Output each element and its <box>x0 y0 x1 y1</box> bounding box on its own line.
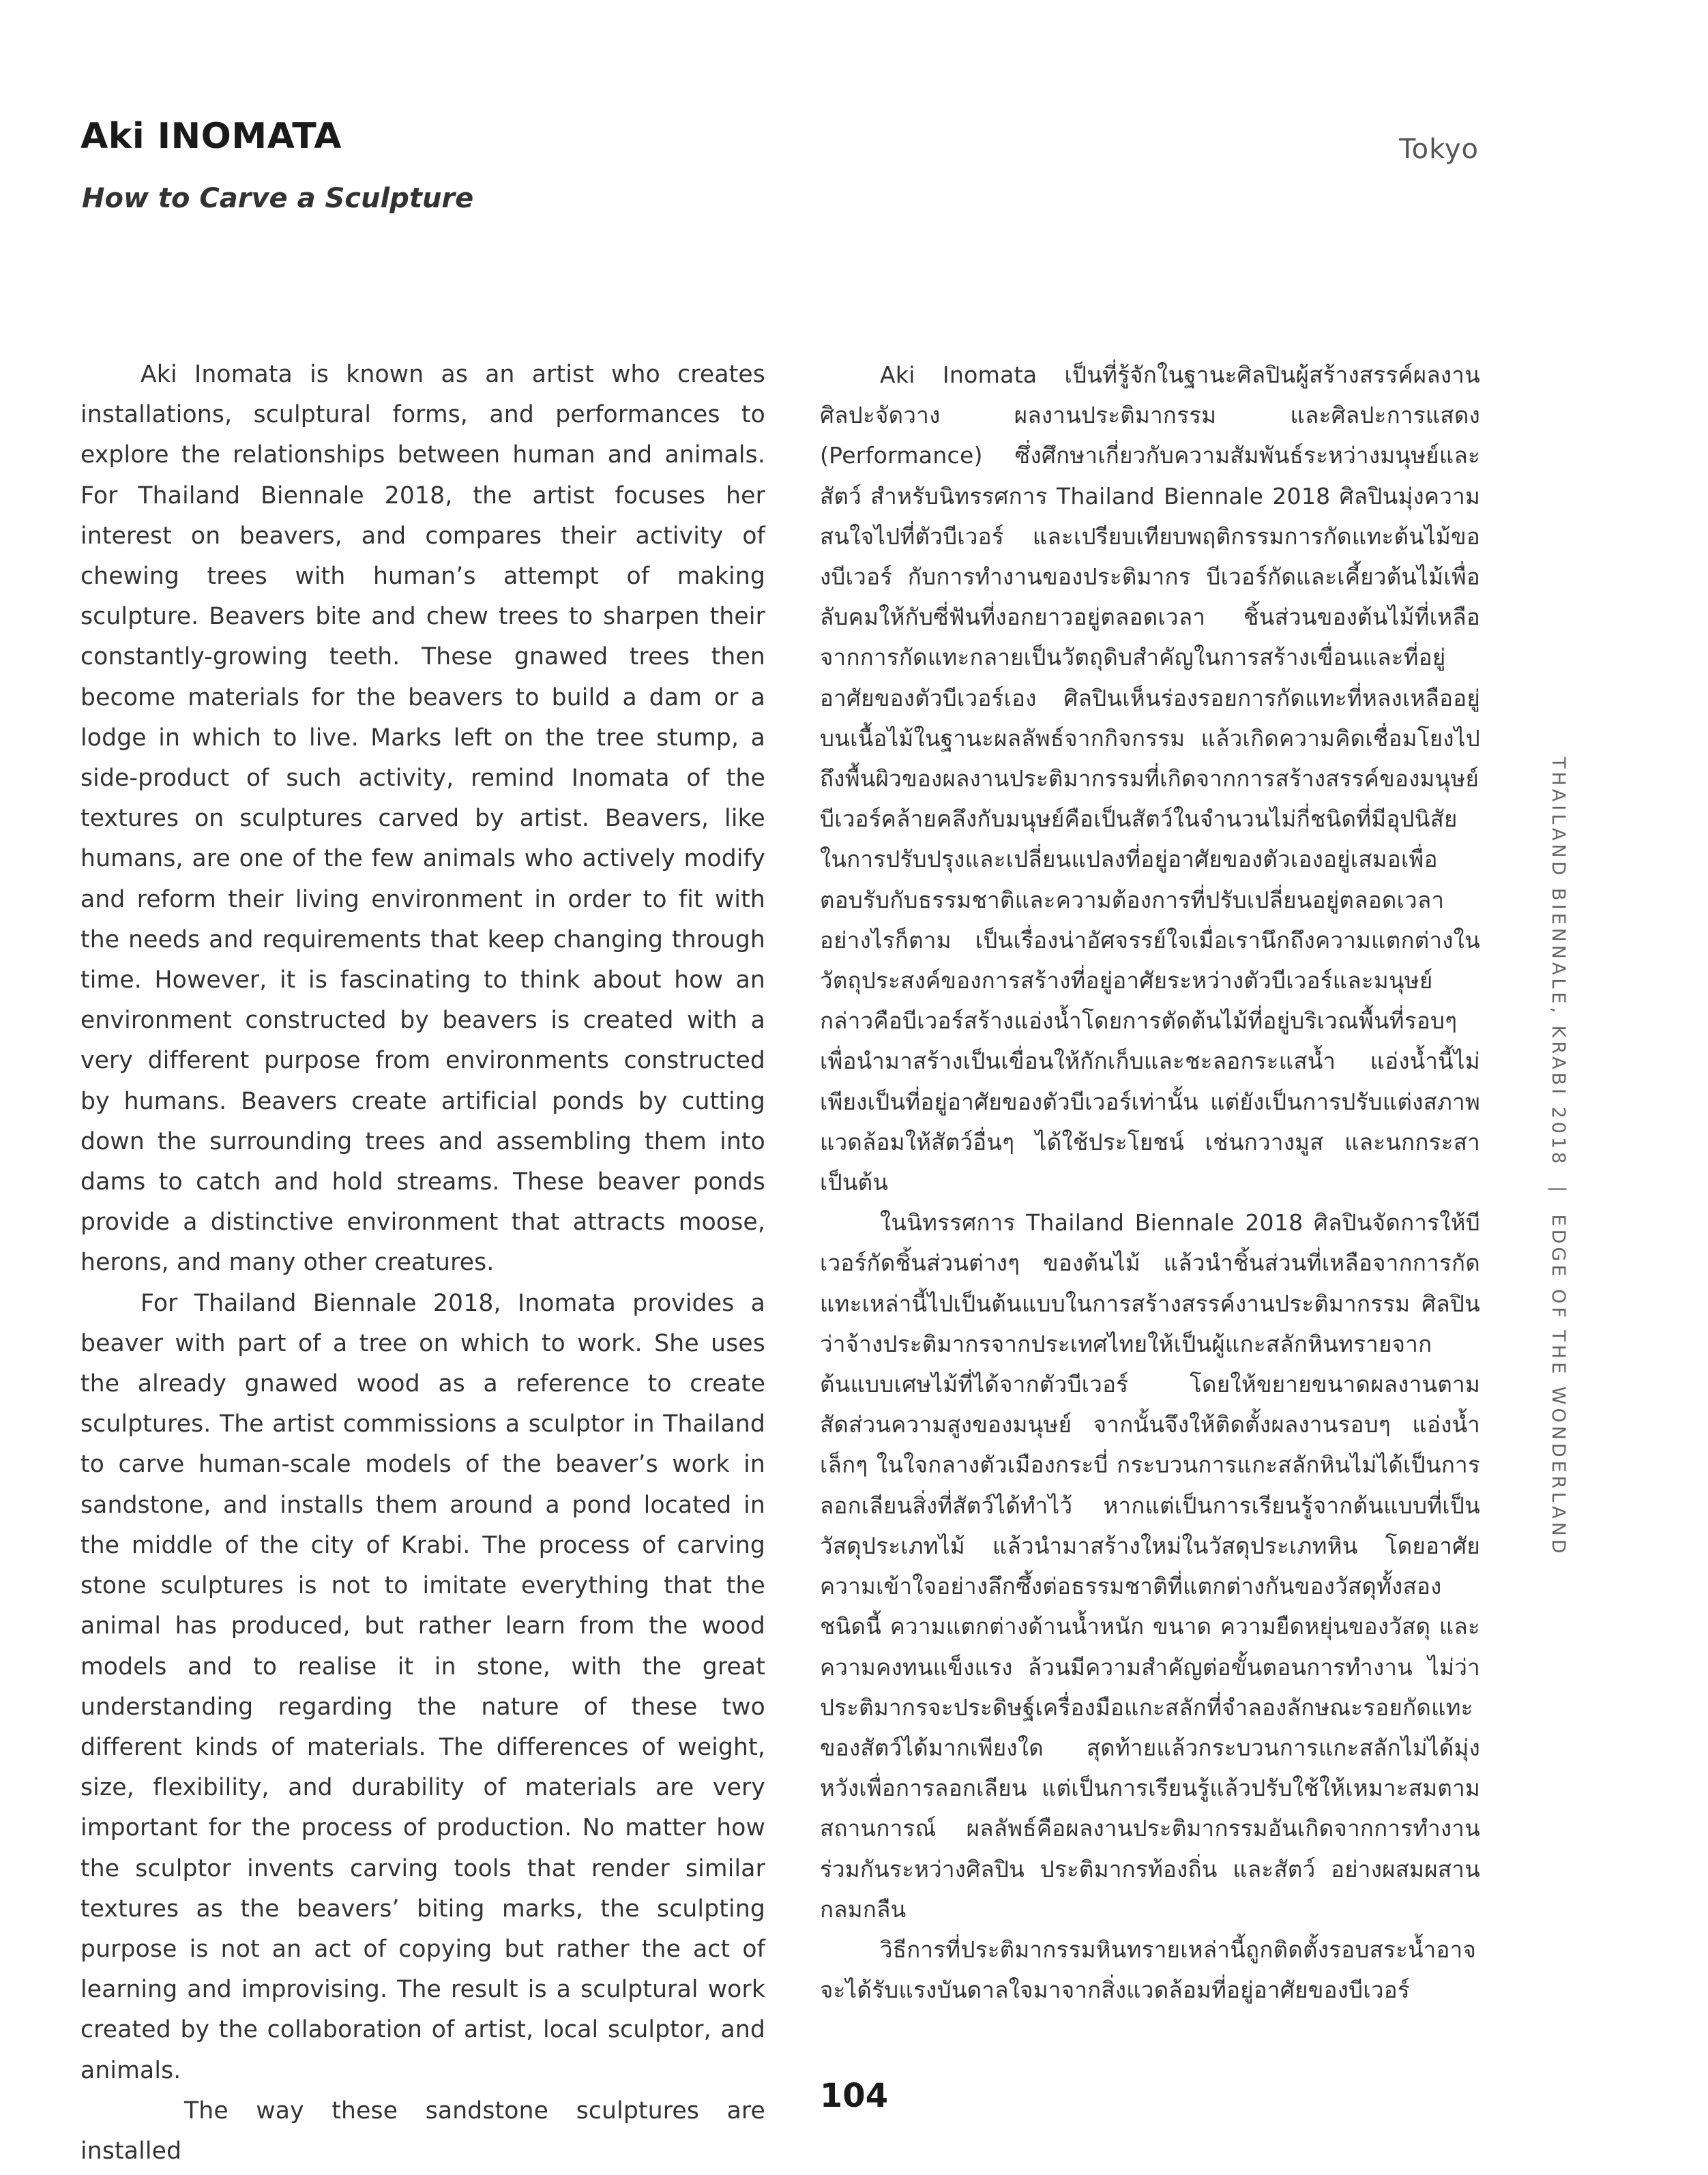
artist-name: Aki INOMATA <box>80 116 342 157</box>
city-label: Tokyo <box>1399 134 1479 165</box>
body-paragraph-th: วิธีการที่ประติมากรรมหินทรายเหล่านี้ถูกติดตั้งรอบสระน้ำอาจจะได้รับแรงบันดาลใจมาจากสิ่งแวดล้อมที่อยู่อาศัยของบีเวอร์ <box>820 1936 1477 2004</box>
body-paragraph-en: Aki Inomata is known as an artist who creates installations, sculptural forms, and performances to explore the relationships between human and animals. For Thailand Biennale 2018, the artist focuses her interest on beavers, and compares their activity of chewing trees with human’s attempt of making sculpture. Beavers bite and chew trees to sharpen their constantly-growing teeth. These gnawed trees then become materials for the beavers to build a dam or a lodge in which to live. Marks left on the tree stump, a side-product of such activity, remind Inomata of the textures on sculptures carved by artist. Beavers, like humans, are one of the few animals who actively modify and reform their living environment in order to fit with the needs and requirements that keep changing through time. However, it is fascinating to think about how an environment constructed by beavers is created with a very different purpose from environments constructed by humans. Beavers create artificial ponds by cutting down the surrounding trees and assembling them into dams to catch and hold streams. These beaver ponds provide a distinctive environment that attracts moose, herons, and many other creatures. <box>80 361 765 1277</box>
body-paragraph-en: For Thailand Biennale 2018, Inomata provides a beaver with part of a tree on which to work. She uses the already gnawed wood as a reference to create sculptures. The artist commissions a sculptor in Thailand to carve human-scale models of the beaver’s work in sandstone, and installs them around a pond located in the middle of the city of Krabi. The process of carving stone sculptures is not to imitate everything that the animal has produced, but rather learn from the wood models and to realise it in stone, with the great understanding regarding the nature of these two different kinds of materials. The differences of weight, size, flexibility, and durability of materials are very important for the process of production. No matter how the sculptor invents carving tools that render similar textures as the beavers’ biting marks, the sculpting purpose is not an act of copying but rather the act of learning and improvising. The result is a sculptural work created by the collaboration of artist, local sculptor, and animals. <box>80 1289 765 2084</box>
work-title: How to Carve a Sculpture <box>82 183 474 214</box>
body-paragraph-en: The way these sandstone sculptures are installed <box>80 2097 765 2165</box>
page-number: 104 <box>819 2077 889 2115</box>
body-paragraph-th: Aki Inomata เป็นที่รู้จักในฐานะศิลปินผู้สร้างสรรค์ผลงานศิลปะจัดวาง ผลงานประติมากรรม และศิลปะการแสดง (Performance) ซึ่งศึกษาเกี่ยวกับความสัมพันธ์ระหว่างมนุษย์และสัตว์ สำหรับนิทรรศการ Thailand Biennale 2018 ศิลปินมุ่งความสนใจไปที่ตัวบีเวอร์ และเปรียบเทียบพฤติกรรมการกัดแทะต้นไม้ของบีเวอร์ กับการทำงานของประติมากร บีเวอร์กัดและเคี้ยวต้นไม้เพื่อลับคมให้กับซี่ฟันที่งอกยาวอยู่ตลอดเวลา ชิ้นส่วนของต้นไม้ที่เหลือจากการกัดแทะกลายเป็นวัตถุดิบสำคัญในการสร้างเขื่อนและที่อยู่อาศัยของตัวบีเวอร์เอง ศิลปินเห็นร่องรอยการกัดแทะที่หลงเหลืออยู่บนเนื้อไม้ในฐานะผลลัพธ์จากกิจกรรม แล้วเกิดความคิดเชื่อมโยงไปถึงพื้นผิวของผลงานประติมากรรมที่เกิดจากการสร้างสรรค์ของมนุษย์ บีเวอร์คล้ายคลึงกับมนุษย์คือเป็นสัตว์ในจำนวนไม่กี่ชนิดที่มีอุปนิสัยในการปรับปรุงและเปลี่ยนแปลงที่อยู่อาศัยของตัวเองอยู่เสมอเพื่อตอบรับกับธรรมชาติและความต้องการที่ปรับเปลี่ยนอยู่ตลอดเวลา อย่างไรก็ตาม เป็นเรื่องน่าอัศจรรย์ใจเมื่อเรานึกถึงความแตกต่างในวัตถุประสงค์ของการสร้างที่อยู่อาศัยระหว่างตัวบีเวอร์และมนุษย์ กล่าวคือบีเวอร์สร้างแอ่งน้ำโดยการตัดต้นไม้ที่อยู่บริเวณพื้นที่รอบๆ เพื่อนำมาสร้างเป็นเขื่อนให้กักเก็บและชะลอกระแสน้ำ แอ่งน้ำนี้ไม่เพียงเป็นที่อยู่อาศัยของตัวบีเวอร์เท่านั้น แต่ยังเป็นการปรับแต่งสภาพแวดล้อมให้สัตว์อื่นๆ ได้ใช้ประโยชน์ เช่นกวางมูส และนกกระสา เป็นต้น <box>820 361 1480 1196</box>
running-head-separator: | <box>1548 1185 1569 1196</box>
running-head <box>1528 757 1569 1557</box>
thai-text-column <box>820 355 1480 2010</box>
running-head-exhibition: EDGE OF THE WONDERLAND <box>1548 1214 1569 1557</box>
body-paragraph-th: ในนิทรรศการ Thailand Biennale 2018 ศิลปินจัดการให้บีเวอร์กัดชิ้นส่วนต่างๆ ของต้นไม้ แล้วนำชิ้นส่วนที่เหลือจากการกัดแทะเหล่านี้ไปเป็นต้นแบบในการสร้างสรรค์งานประติมากรรม ศิลปินว่าจ้างประติมากรจากประเทศไทยให้เป็นผู้แกะสลักหินทรายจากต้นแบบเศษไม้ที่ได้จากตัวบีเวอร์ โดยให้ขยายขนาดผลงานตามสัดส่วนความสูงของมนุษย์ จากนั้นจึงให้ติดตั้งผลงานรอบๆ แอ่งน้ำเล็กๆ ในใจกลางตัวเมืองกระบี่ กระบวนการแกะสลักหินไม่ได้เป็นการลอกเลียนสิ่งที่สัตว์ได้ทำไว้ หากแต่เป็นการเรียนรู้จากต้นแบบที่เป็นวัสดุประเภทไม้ แล้วนำมาสร้างใหม่ในวัสดุประเภทหิน โดยอาศัยความเข้าใจอย่างลึกซึ้งต่อธรรมชาติที่แตกต่างกันของวัสดุทั้งสองชนิดนี้ ความแตกต่างด้านน้ำหนัก ขนาด ความยืดหยุ่นของวัสดุ และความคงทนแข็งแรง ล้วนมีความสำคัญต่อขั้นตอนการทำงาน ไม่ว่าประติมากรจะประดิษฐ์เครื่องมือแกะสลักที่จำลองลักษณะรอยกัดแทะของสัตว์ได้มากเพียงใด สุดท้ายแล้วกระบวนการแกะสลักไม่ได้มุ่งหวังเพื่อการลอกเลียน แต่เป็นการเรียนรู้แล้วปรับใช้ให้เหมาะสมตามสถานการณ์ ผลลัพธ์คือผลงานประติมากรรมอันเกิดจากการทำงานร่วมกันระหว่างศิลปิน ประติมากรท้องถิ่น และสัตว์ อย่างผสมผสานกลมกลืน <box>820 1209 1480 1923</box>
running-head-publication: THAILAND BIENNALE, KRABI 2018 <box>1548 757 1569 1168</box>
english-text-column <box>80 355 765 2172</box>
